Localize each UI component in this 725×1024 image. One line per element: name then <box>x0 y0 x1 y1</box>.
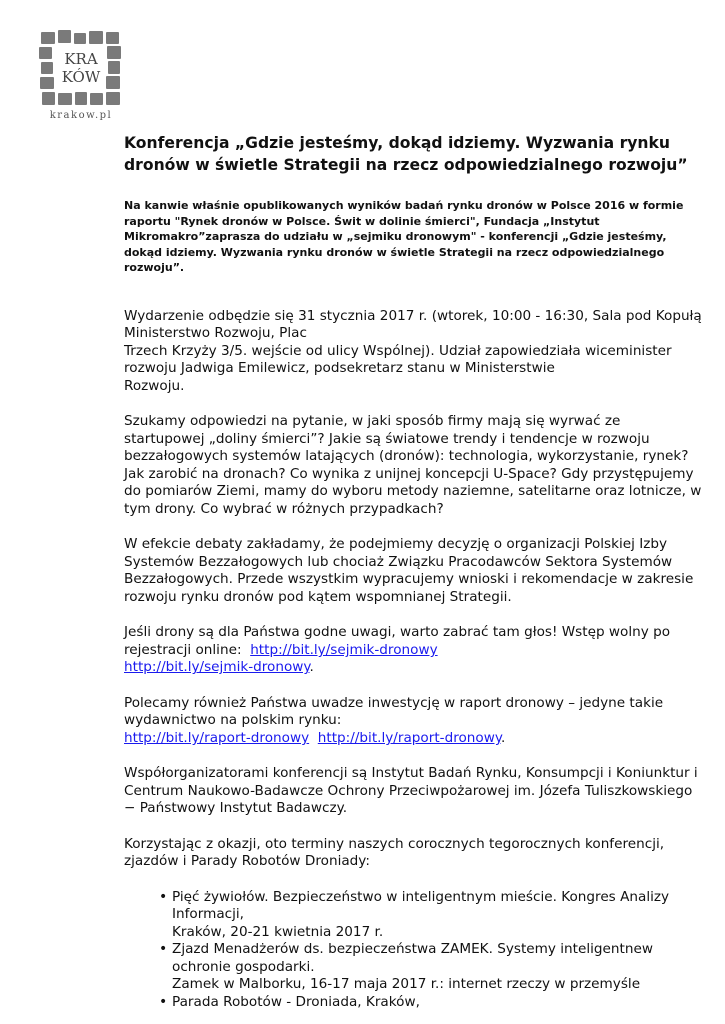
list-item <box>172 941 704 994</box>
registration-end: . <box>309 659 314 676</box>
page-title: Konferencja „Gdzie jesteśmy, dokąd idziemy. Wyzwania rynku dronów w świetle Strategii na rzecz odpowiedzialnego rozwoju” <box>124 134 688 174</box>
registration-link-2[interactable]: http://bit.ly/sejmik-dronowy <box>124 659 310 676</box>
event-info-line-2: Trzech Krzyży 3/5. wejście od ulicy Wspólnej). Udział zapowiedziała wiceminister rozwoju Jadwiga Emilewicz, podsekretarz stanu w Ministerstwie <box>124 342 672 377</box>
report-end: . <box>500 729 506 746</box>
event-info-line-1: Wydarzenie odbędzie się 31 stycznia 2017 r. (wtorek, 10:00 - 16:30, Sala pod Kopułą Ministerstwo Rozwoju, Plac <box>124 307 702 342</box>
logo-caption: krakow.pl <box>49 110 113 121</box>
report-text: Polecamy również Państwa uwadze inwestycję w raport dronowy – jedyne takie wydawnictwo na polskim rynku: <box>124 694 664 729</box>
logo-text-2: KÓW <box>61 68 101 86</box>
krakow-logo <box>35 30 127 125</box>
paragraph-goals: W efekcie debaty zakładamy, że podejmiemy decyzję o organizacji Polskiej Izby Systemów Bezzałogowych lub chociaż Związku Pracodawców Sektora Systemów Bezzałogowych. Przede wszystkim wypracujemy wnioski i rekomendacje w zakresie rozwoju rynku dronów pod kątem wspomnianej Strategii. <box>124 536 694 605</box>
report-link[interactable]: http://bit.ly/raport-dronowy <box>124 729 310 746</box>
paragraph-dates-intro: Korzystając z okazji, oto terminy naszych corocznych tegorocznych konferencji, zjazdów i Parady Robotów Droniady: <box>124 835 665 870</box>
krakow-logo-mosaic <box>35 30 127 110</box>
paragraph-registration <box>124 624 704 677</box>
report-link-2[interactable]: http://bit.ly/raport-dronowy <box>317 729 501 746</box>
paragraph-report <box>124 695 704 748</box>
article-text <box>124 308 704 1012</box>
event-details: Kraków, 20-21 kwietnia 2017 r. <box>172 923 384 940</box>
events-list <box>124 889 704 1012</box>
paragraph-event-info <box>124 308 704 396</box>
registration-text: Jeśli drony są dla Państwa godne uwagi, warto zabrać tam głos! Wstęp wolny po rejestracji online: <box>124 624 671 658</box>
paragraph-questions: Szukamy odpowiedzi na pytanie, w jaki sposób firmy mają się wyrwać ze startupowej „doliny śmierci”? Jakie są światowe trendy i tendencje w rozwoju bezzałogowych systemów latających (dronów): technologia, wykorzystanie, rynek? Jak zarobić na dronach? Co wynika z unijnej koncepcji U-Space? Gdy przystępujemy do pomiarów Ziemi, mamy do wyboru metody naziemne, satelitarne oraz lotnicze, w tym drony. Co wybrać w różnych przypadkach? <box>124 413 702 517</box>
document-body <box>124 132 704 1011</box>
event-details: Zamek w Malborku, 16-17 maja 2017 r.: internet rzeczy w przemyśle <box>172 976 641 993</box>
lead-paragraph: Na kanwie właśnie opublikowanych wyników badań rynku dronów w Polsce 2016 w formie raportu "Rynek dronów w Polsce. Świt w dolinie śmierci", Fundacja „Instytut Mikromakro”zaprasza do udziału w „sejmiku dronowym" - konferencji „Gdzie jesteśmy, dokąd idziemy. Wyzwania rynku dronów w świetle Strategii na rzecz odpowiedzialnego rozwoju”. <box>124 199 684 275</box>
logo-text-1: KRA <box>64 50 98 68</box>
paragraph-coorganizers: Współorganizatorami konferencji są Instytut Badań Rynku, Konsumpcji i Koniunktur i Centrum Naukowo-Badawcze Ochrony Przeciwpożarowej im. Józefa Tuliszkowskiego − Państwowy Instytut Badawczy. <box>124 765 698 817</box>
registration-link[interactable]: http://bit.ly/sejmik-dronowy <box>250 641 438 658</box>
event-info-line-3: Rozwoju. <box>124 377 185 394</box>
event-title: Zjazd Menadżerów ds. bezpieczeństwa ZAMEK. Systemy inteligentnew ochronie gospodarki. <box>172 941 653 975</box>
event-title: Pięć żywiołów. Bezpieczeństwo w inteligentnym mieście. Kongres Analizy Informacji, <box>172 888 670 923</box>
event-title: Parada Robotów - Droniada, Kraków, <box>172 993 420 1010</box>
list-item <box>172 889 704 942</box>
list-item <box>172 994 704 1012</box>
